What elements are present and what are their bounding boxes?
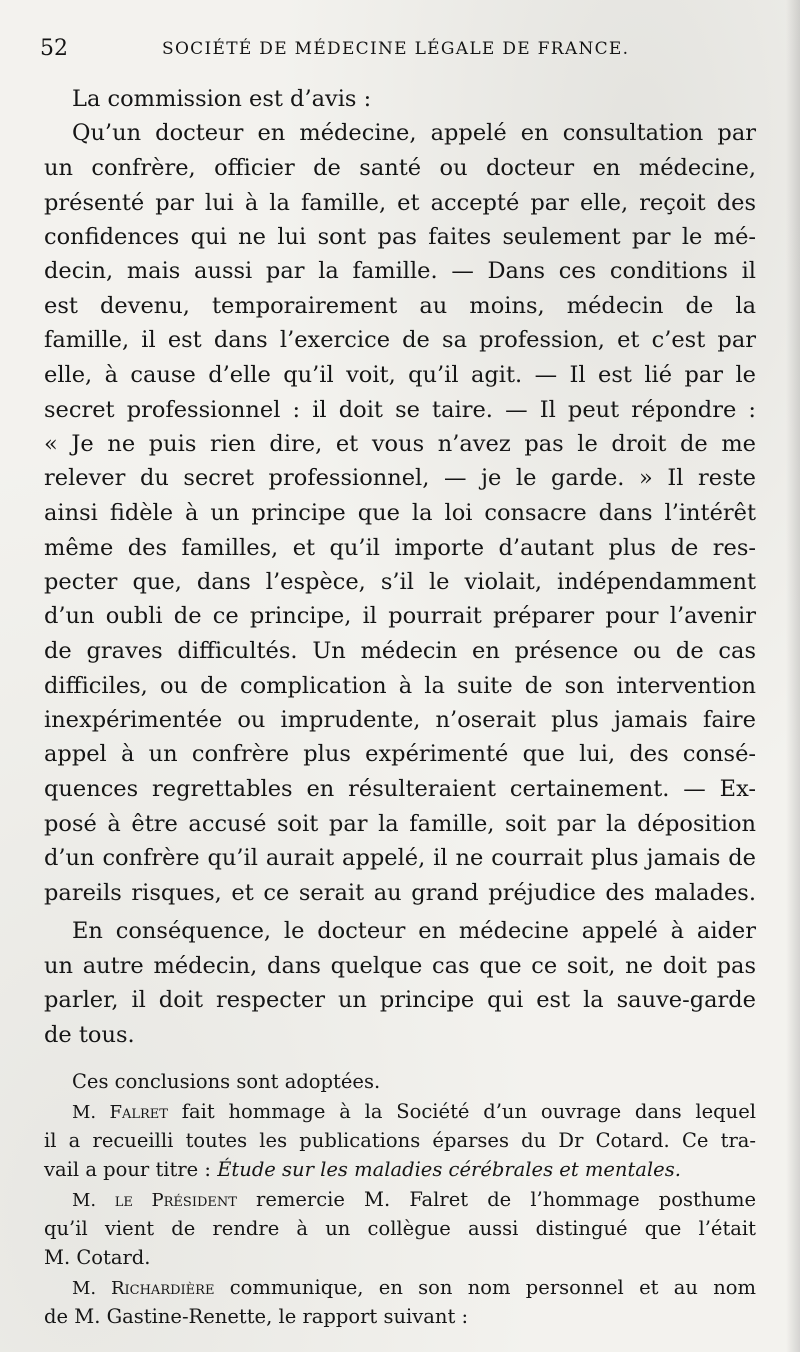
text-line: d’un oubli de ce principe, il pourrait préparer pour l’avenir — [44, 603, 756, 629]
minutes-line — [44, 1155, 756, 1185]
text-line: relever du secret professionnel, — je le garde. » Il reste — [44, 465, 756, 491]
text-line: ainsi fidèle à un principe que la loi consacre dans l’intérêt — [44, 500, 756, 526]
text-line: difficiles, ou de complication à la suite de son intervention — [44, 673, 756, 699]
minutes-line — [72, 1097, 756, 1127]
text-line: famille, il est dans l’exercice de sa profession, et c’est par — [44, 327, 756, 353]
minutes-line: il a recueilli toutes les publications éparses du Dr Cotard. Ce tra- — [44, 1129, 756, 1152]
minutes-text: vail a pour titre : — [44, 1158, 211, 1181]
text-line: parler, il doit respecter un principe qui est la sauve-garde — [44, 987, 756, 1013]
minutes-text: remercie M. Falret de l’hommage posthume — [256, 1188, 756, 1211]
text-line: pecter que, dans l’espèce, s’il le violait, indépendamment — [44, 569, 756, 595]
page-number: 52 — [40, 36, 68, 61]
text-line: inexpérimentée ou imprudente, n’oserait plus jamais faire — [44, 707, 756, 733]
text-line: La commission est d’avis : — [72, 86, 372, 112]
page-edge-shadow — [786, 0, 800, 1352]
minutes-line — [72, 1185, 756, 1215]
running-title: SOCIÉTÉ DE MÉDECINE LÉGALE DE FRANCE. — [162, 39, 630, 59]
text-line: secret professionnel : il doit se taire. — Il peut répondre : — [44, 397, 756, 423]
text-line: elle, à cause d’elle qu’il voit, qu’il agit. — Il est lié par le — [44, 362, 756, 388]
text-line: de tous. — [44, 1022, 135, 1048]
minutes-line: qu’il vient de rendre à un collègue aussi distingué que l’était — [44, 1217, 756, 1240]
text-line: présenté par lui à la famille, et accepté par elle, reçoit des — [44, 190, 756, 216]
text-line: Qu’un docteur en médecine, appelé en consultation par — [72, 120, 756, 146]
text-line: est devenu, temporairement au moins, médecin de la — [44, 293, 756, 319]
text-line: de graves difficultés. Un médecin en présence ou de cas — [44, 638, 756, 664]
text-line: d’un confrère qu’il aurait appelé, il ne courrait plus jamais de — [44, 845, 756, 871]
text-line: decin, mais aussi par la famille. — Dans ces conditions il — [44, 258, 756, 284]
minutes-text: fait hommage à la Société d’un ouvrage dans lequel — [181, 1100, 756, 1123]
text-line: pareils risques, et ce serait au grand préjudice des malades. — [44, 880, 756, 906]
text-line: quences regrettables en résulteraient certainement. — Ex- — [44, 776, 756, 802]
text-line: posé à être accusé soit par la famille, soit par la déposition — [44, 811, 756, 837]
text-line: même des familles, et qu’il importe d’autant plus de res- — [44, 535, 756, 561]
speaker-name: M. Falret — [72, 1102, 168, 1123]
minutes-text: communique, en son nom personnel et au nom — [229, 1276, 756, 1299]
minutes-line: M. Cotard. — [44, 1246, 151, 1269]
speaker-name: M. le Président — [72, 1190, 237, 1211]
work-title: Étude sur les maladies cérébrales et mentales. — [217, 1158, 681, 1181]
text-line: confidences qui ne lui sont pas faites seulement par le mé- — [44, 224, 756, 250]
text-line: un confrère, officier de santé ou docteur en médecine, — [44, 155, 756, 181]
minutes-line: de M. Gastine-Renette, le rapport suivant : — [44, 1305, 469, 1328]
text-line: un autre médecin, dans quelque cas que ce soit, ne doit pas — [44, 953, 756, 979]
speaker-name: M. Richardière — [72, 1278, 215, 1299]
minutes-line: Ces conclusions sont adoptées. — [72, 1070, 381, 1093]
text-line: En conséquence, le docteur en médecine appelé à aider — [72, 918, 756, 944]
running-head — [40, 34, 756, 64]
minutes-line — [72, 1273, 756, 1303]
text-line: « Je ne puis rien dire, et vous n’avez pas le droit de me — [44, 431, 756, 457]
text-line: appel à un confrère plus expérimenté que lui, des consé- — [44, 741, 756, 767]
